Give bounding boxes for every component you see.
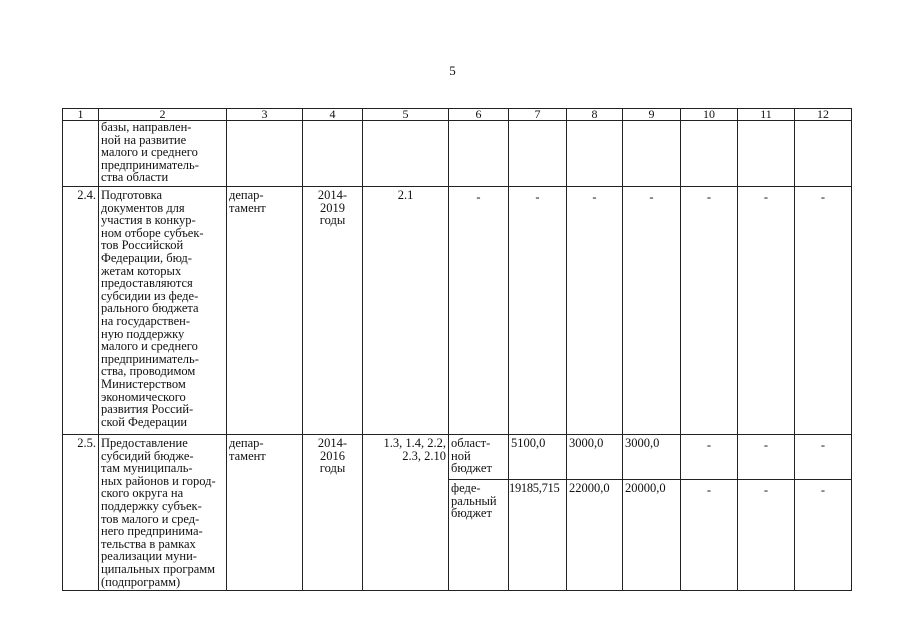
column-header: 2 [99, 109, 227, 121]
column-header: 12 [795, 109, 852, 121]
cell-value: 3000,0 [623, 435, 681, 480]
cell-value: - [795, 187, 852, 435]
cell-source: феде- ральный бюджет [449, 480, 509, 591]
cell [795, 121, 852, 187]
column-header: 5 [363, 109, 449, 121]
column-header: 11 [738, 109, 795, 121]
cell-value: - [795, 435, 852, 480]
column-header: 10 [681, 109, 738, 121]
cell [623, 121, 681, 187]
cell-value: - [623, 187, 681, 435]
cell-item-number: 2.4. [63, 187, 99, 435]
cell-value: - [509, 187, 567, 435]
column-header: 8 [567, 109, 623, 121]
column-header: 3 [227, 109, 303, 121]
cell-value: - [681, 480, 738, 591]
cell [363, 121, 449, 187]
column-header: 4 [303, 109, 363, 121]
cell [227, 121, 303, 187]
cell-value: - [795, 480, 852, 591]
column-header: 6 [449, 109, 509, 121]
cell [567, 121, 623, 187]
cell-value: - [738, 187, 795, 435]
cell-description: Подготовка документов для участия в конкур- ном отборе субъек- тов Российской Федерации, бюд- жетам которых предоставляются субсидии из феде- рального бюджета на государствен- ную поддержку малого и среднего предприниматель- ства, проводимом Министерством экономического развития Россий- ской Федерации [99, 187, 227, 435]
cell-source: - [449, 187, 509, 435]
cell-description: базы, направлен- ной на развитие малого и среднего предприниматель- ства области [99, 121, 227, 187]
cell [449, 121, 509, 187]
table-row-2-4 [63, 187, 852, 435]
cell-executor: депар- тамент [227, 187, 303, 435]
column-header: 9 [623, 109, 681, 121]
cell-value: - [567, 187, 623, 435]
cell-indicators: 2.1 [363, 187, 449, 435]
cell-value: 20000,0 [623, 480, 681, 591]
cell [303, 121, 363, 187]
table-row-2-5 [63, 435, 852, 480]
program-table [62, 108, 852, 591]
cell-executor: депар- тамент [227, 435, 303, 591]
cell-item-number: 2.5. [63, 435, 99, 591]
cell-years: 2014- 2016 годы [303, 435, 363, 591]
table-row-continuation [63, 121, 852, 187]
cell [509, 121, 567, 187]
cell-description: Предоставление субсидий бюдже- там муниципаль- ных районов и город- ского округа на поддержку субъек- тов малого и сред- него предпринима- тельства в рамках реализации муни- ципальных программ (подпрограмм) [99, 435, 227, 591]
cell-value: - [681, 435, 738, 480]
cell-source: област- ной бюджет [449, 435, 509, 480]
cell-value: 5100,0 [509, 435, 567, 480]
cell-value: 3000,0 [567, 435, 623, 480]
cell-value: 22000,0 [567, 480, 623, 591]
column-header: 1 [63, 109, 99, 121]
column-header: 7 [509, 109, 567, 121]
cell [738, 121, 795, 187]
cell [63, 121, 99, 187]
cell-indicators: 1.3, 1.4, 2.2, 2.3, 2.10 [363, 435, 449, 591]
column-number-row [63, 109, 852, 121]
cell-value: 19185,715 [509, 480, 567, 591]
cell-value: - [738, 480, 795, 591]
cell-value: - [681, 187, 738, 435]
page-number: 5 [449, 63, 456, 78]
cell-years: 2014- 2019 годы [303, 187, 363, 435]
cell [681, 121, 738, 187]
cell-value: - [738, 435, 795, 480]
